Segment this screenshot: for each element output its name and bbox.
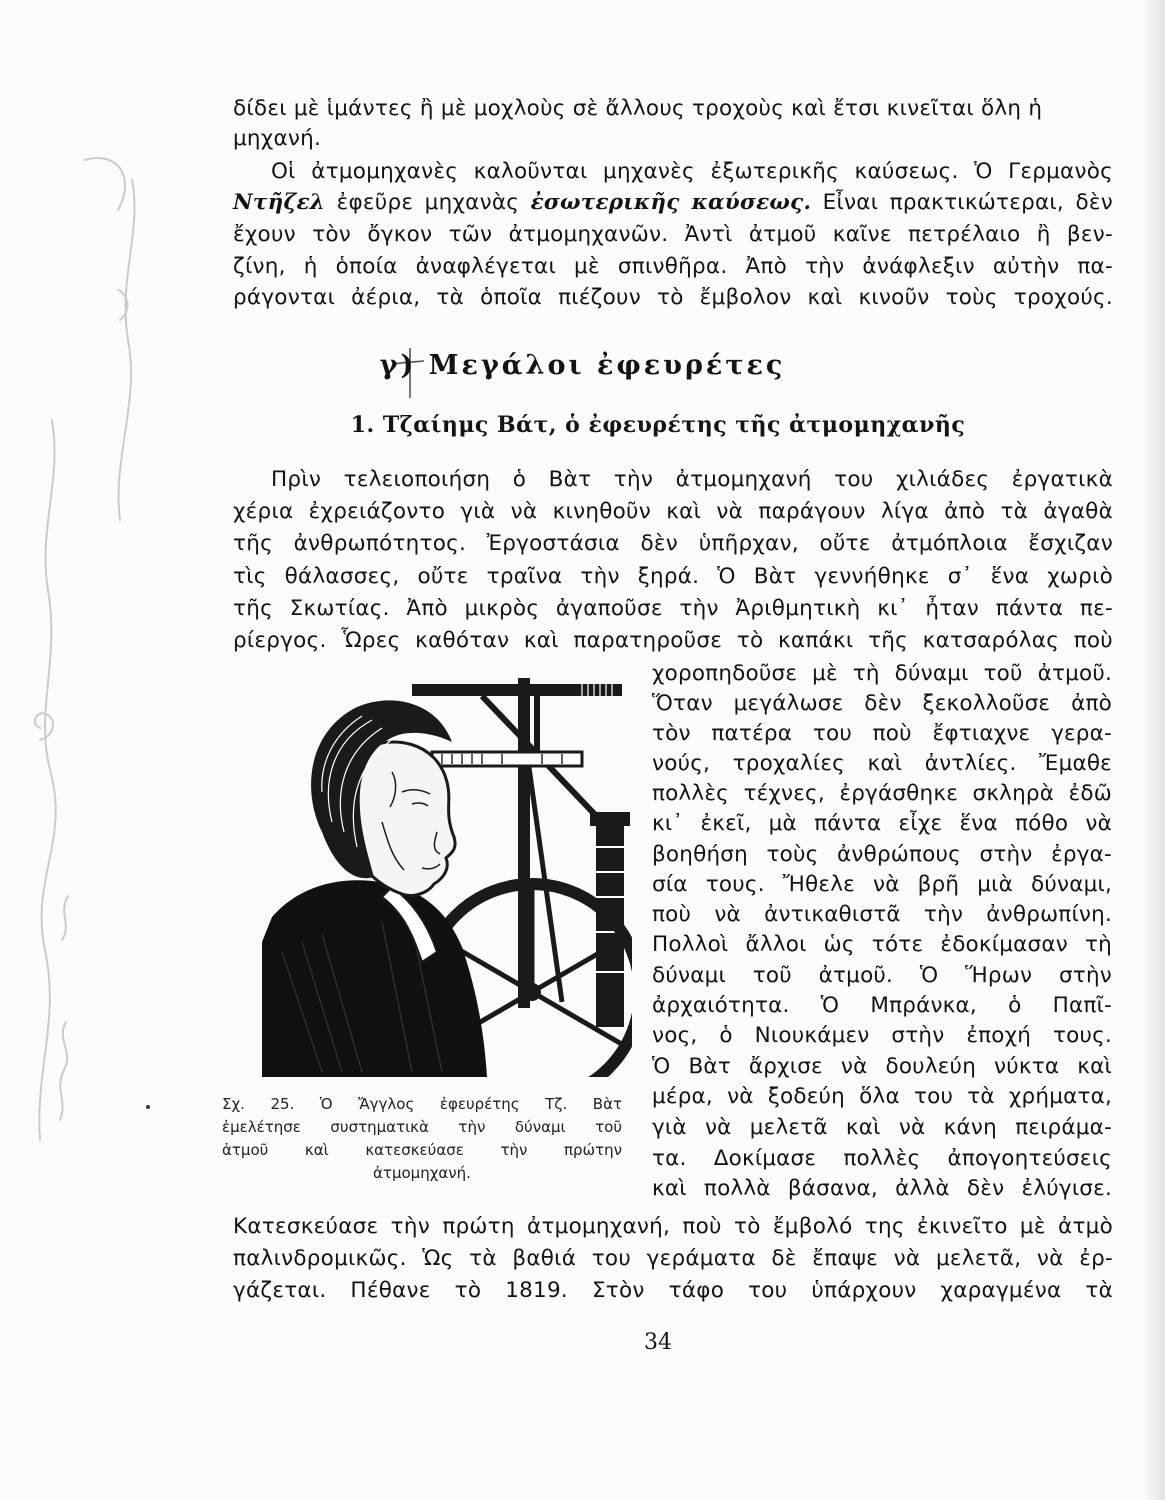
james-watt-portrait-illustration [262,672,632,1077]
text-line: ράγονται ἀέρια, τὰ ὁποῖα πιέζουν τὸ ἔμβολον καὶ κινοῦν τοὺς τροχούς. [233,285,1113,310]
text-line: πολλὲς τέχνες, ἐργάσθηκε σκληρὰ ἐδῶ [652,781,1112,806]
caption-line: ἀτμομηχανή. [373,1164,471,1182]
emphasized-term: ἐσωτερικῆς καύσεως. [530,190,812,215]
text-line: Πολλοὶ ἄλλοι ὡς τότε ἐδοκίμασαν τὴ [652,932,1112,957]
text-line: νος, ὁ Νιουκάμεν στὴν ἐποχή τους. [652,1023,1112,1048]
text-line: δίδει μὲ ἱμάντες ἢ μὲ μοχλοὺς σὲ ἄλλους τροχοὺς καὶ ἔτσι κινεῖται ὅλη ἡ [233,96,1043,121]
text-line-with-emphasis [233,188,1113,218]
text-line: μηχανή. [233,126,322,151]
text-line: δύναμι τοῦ ἀτμοῦ. Ὁ Ἥρων στὴν [652,963,1112,988]
text-line: τῆς ἀνθρωπότητος. Ἐργοστάσια δὲν ὑπῆρχαν, οὔτε ἀτμόπλοια ἔσχιζαν [233,531,1113,556]
page-edge-shadow [1143,0,1165,1500]
text-line: ζίνη, ἡ ὁποία ἀναφλέγεται μὲ σπινθῆρα. Ἀπὸ τὴν ἀνάφλεξιν αὐτὴν πα- [233,254,1113,279]
section-heading: γ) Μεγάλοι ἐφευρέτες [379,350,786,381]
text-line: ρίεργος. Ὧρες καθόταν καὶ παρατηροῦσε τὸ καπάκι τῆς κατσαρόλας ποὺ [233,628,1113,653]
text-line: σία τους. Ἤθελε νὰ βρῆ μιὰ δύναμι, [652,872,1112,897]
text-line: μέρα, νὰ ξοδεύη ὅλα του τὰ χρήματα, [652,1084,1112,1109]
text-line: τὸν πατέρα του ποὺ ἔφτιαχνε γερα- [652,721,1112,746]
text-line: ἔχουν τὸν ὄγκον τῶν ἀτμομηχανῶν. Ἀντὶ ἀτμοῦ καῖνε πετρέλαιο ἢ βεν- [233,222,1113,247]
text-line: νούς, τροχαλίες καὶ ἀντλίες. Ἔμαθε [652,751,1112,776]
text-line: βοηθήση τοὺς ἀνθρώπους στὴν ἐργα- [652,842,1112,867]
subsection-heading: 1. Τζαίημς Βάτ, ὁ ἐφευρέτης τῆς ἀτμομηχανῆς [350,412,966,438]
text-line: Ὁ Βὰτ ἄρχισε νὰ δουλεύη νύκτα καὶ [652,1054,1112,1079]
text-line: χέρια ἐχρειάζοντο γιὰ νὰ κινηθοῦν καὶ νὰ παράγουν λίγα ἀπὸ τὰ ἀγαθὰ [233,499,1113,524]
text-line: τῆς Σκωτίας. Ἀπὸ μικρὸς ἀγαποῦσε τὴν Ἀριθμητικὴ κι᾽ ἦταν πάντα πε- [233,596,1113,621]
text-line: Πρὶν τελειοποιήση ὁ Βὰτ τὴν ἀτμομηχανή του χιλιάδες ἐργατικὰ [271,467,1113,492]
text-line: καὶ πολλὰ βάσανα, ἀλλὰ δὲν ἐλύγισε. [652,1176,1112,1201]
text-line: γάζεται. Πέθανε τὸ 1819. Στὸν τάφο του ὑπάρχουν χαραγμένα τὰ [233,1278,1113,1303]
text-line: ποὺ νὰ ἀντικαθιστᾶ τὴν ἀνθρωπίνη. [652,902,1112,927]
stray-mark [146,1105,150,1109]
emphasized-name: Ντῆζελ [233,190,326,215]
text-line: Οἱ ἀτμομηχανὲς καλοῦνται μηχανὲς ἐξωτερικῆς καύσεως. Ὁ Γερμανὸς [271,159,1113,184]
text-line: ἀρχαιότητα. Ὁ Μπράνκα, ὁ Παπῖ- [652,993,1112,1018]
caption-line: ἀτμοῦ καὶ κατεσκεύασε τὴν πρώτην [222,1141,622,1159]
text-line: Ὅταν μεγάλωσε δὲν ξεκολλοῦσε ἀπὸ [652,691,1112,716]
figure-caption [222,1093,622,1185]
caption-line: Σχ. 25. Ὁ Ἄγγλος ἐφευρέτης Τζ. Βὰτ [222,1095,622,1113]
text-line: τὶς θάλασσες, οὔτε τραῖνα τὴν ξηρά. Ὁ Βὰτ γεννήθηκε σ᾽ ἕνα χωριὸ [233,564,1113,589]
text-line: Κατεσκεύασε τὴν πρώτη ἀτμομηχανή, ποὺ τὸ ἔμβολό της ἐκινεῖτο μὲ ἀτμὸ [233,1214,1113,1239]
text-line: χοροπηδοῦσε μὲ τὴ δύναμι τοῦ ἀτμοῦ. [652,661,1112,686]
text-line: παλινδρομικῶς. Ὡς τὰ βαθιά του γεράματα δὲ ἔπαψε νὰ μελετᾶ, νὰ ἐρ- [233,1246,1113,1271]
text-line: τα. Δοκίμασε πολλὲς ἀπογοητεύσεις [652,1146,1112,1171]
text-span: ἐφεῦρε μηχανὰς [325,190,531,215]
handwritten-margin-note [0,120,160,1260]
text-line: κι᾽ ἐκεῖ, μὰ πάντα εἶχε ἕνα πόθο νὰ [652,811,1112,836]
text-span: Εἶναι πρακτικώτεραι, δὲν [811,190,1113,215]
caption-line: ἐμελέτησε συστηματικὰ τὴν δύναμι τοῦ [222,1118,622,1136]
text-line: γιὰ νὰ μελετᾶ καὶ νὰ κάνη πειράμα- [652,1115,1112,1140]
page-number: 34 [644,1330,672,1355]
